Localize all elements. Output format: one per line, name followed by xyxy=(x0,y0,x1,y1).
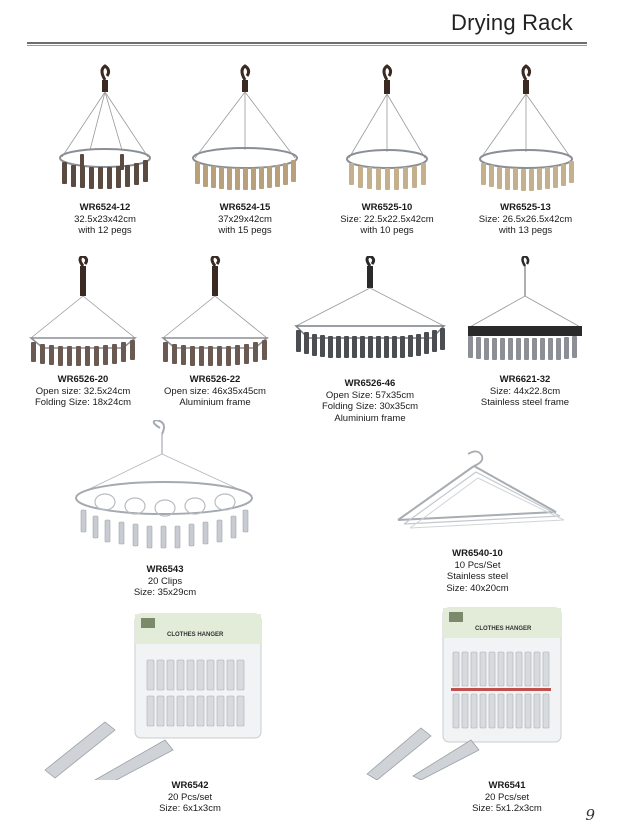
product-code: WR6542 xyxy=(171,780,209,791)
peg-package-image xyxy=(357,604,597,780)
product-detail: Size: 26.5x26.5x42cm xyxy=(478,213,573,225)
product-detail: Size: 5x1.2x3cm xyxy=(472,803,542,814)
peg-package-image xyxy=(35,610,285,780)
product-code: WR6524-12 xyxy=(79,202,131,213)
hanging-rack-image xyxy=(65,420,265,564)
product-detail: Folding Size: 18x24cm xyxy=(34,397,132,408)
hanging-rack-image xyxy=(23,256,143,374)
product-wr6621-32 xyxy=(455,256,595,409)
product-wr6524-12 xyxy=(40,62,170,237)
product-detail: Size: 35x29cm xyxy=(133,587,197,598)
product-wr6524-15 xyxy=(180,62,310,237)
product-code: WR6525-10 xyxy=(361,202,413,213)
product-detail: Aluminium frame xyxy=(179,397,251,408)
product-detail: 37x29x42cm xyxy=(218,213,272,225)
product-detail: with 13 pegs xyxy=(498,225,553,236)
product-code: WR6543 xyxy=(146,564,184,575)
product-code: WR6526-20 xyxy=(57,374,109,385)
product-wr6542 xyxy=(30,610,290,815)
product-code: WR6621-32 xyxy=(499,374,551,385)
product-wr6526-22 xyxy=(150,256,280,409)
product-detail: Open size: 46x35x45cm xyxy=(164,385,266,397)
product-detail: Size: 44x22.8cm xyxy=(489,385,561,397)
product-detail: Size: 6x1x3cm xyxy=(159,803,221,814)
product-detail: Folding Size: 30x35cm xyxy=(321,401,419,412)
product-code: WR6526-22 xyxy=(189,374,241,385)
product-code: WR6540-10 xyxy=(452,548,503,559)
product-code: WR6541 xyxy=(488,780,526,791)
hanging-rack-image xyxy=(460,256,590,374)
hanging-rack-image xyxy=(471,62,581,202)
product-detail: Open size: 32.5x24cm xyxy=(35,385,131,397)
product-wr6525-10 xyxy=(323,62,451,237)
page-number: 9 xyxy=(585,806,595,824)
hanging-rack-image xyxy=(185,62,305,202)
hanging-rack-image xyxy=(290,256,450,378)
page-title: Drying Rack xyxy=(450,10,573,35)
package-label: CLOTHES HANGER xyxy=(475,626,532,632)
product-wr6526-20 xyxy=(18,256,148,409)
product-detail: 20 Pcs/set xyxy=(167,791,213,803)
product-detail: Aluminium frame xyxy=(334,412,406,424)
product-detail: Size: 40x20cm xyxy=(446,582,509,594)
title-rule xyxy=(27,42,587,46)
product-detail: 32.5x23x42cm xyxy=(74,213,136,225)
product-detail: with 10 pegs xyxy=(360,225,414,236)
product-detail: Open Size: 57x35cm xyxy=(325,389,415,401)
product-wr6526-46 xyxy=(285,256,455,424)
product-detail: 10 Pcs/Set xyxy=(454,559,501,571)
product-wr6540-10 xyxy=(380,450,575,594)
hanging-rack-image xyxy=(50,62,160,202)
product-detail: 20 Pcs/set xyxy=(484,791,530,803)
product-wr6543 xyxy=(60,420,270,599)
product-wr6525-13 xyxy=(458,62,593,237)
product-detail: Stainless steel xyxy=(446,571,509,582)
product-detail: with 15 pegs xyxy=(218,225,272,236)
hanger-image xyxy=(388,450,568,548)
package-label: CLOTHES HANGER xyxy=(167,632,224,638)
hanging-rack-image xyxy=(337,62,437,202)
product-detail: with 12 pegs xyxy=(78,225,132,236)
product-code: WR6526-46 xyxy=(344,378,396,389)
product-detail: Size: 22.5x22.5x42cm xyxy=(340,213,434,225)
product-code: WR6525-13 xyxy=(500,202,551,213)
product-code: WR6524-15 xyxy=(219,202,271,213)
product-detail: 20 Clips xyxy=(147,575,183,587)
product-wr6541 xyxy=(352,604,602,815)
hanging-rack-image xyxy=(155,256,275,374)
product-detail: Stainless steel frame xyxy=(480,397,570,408)
